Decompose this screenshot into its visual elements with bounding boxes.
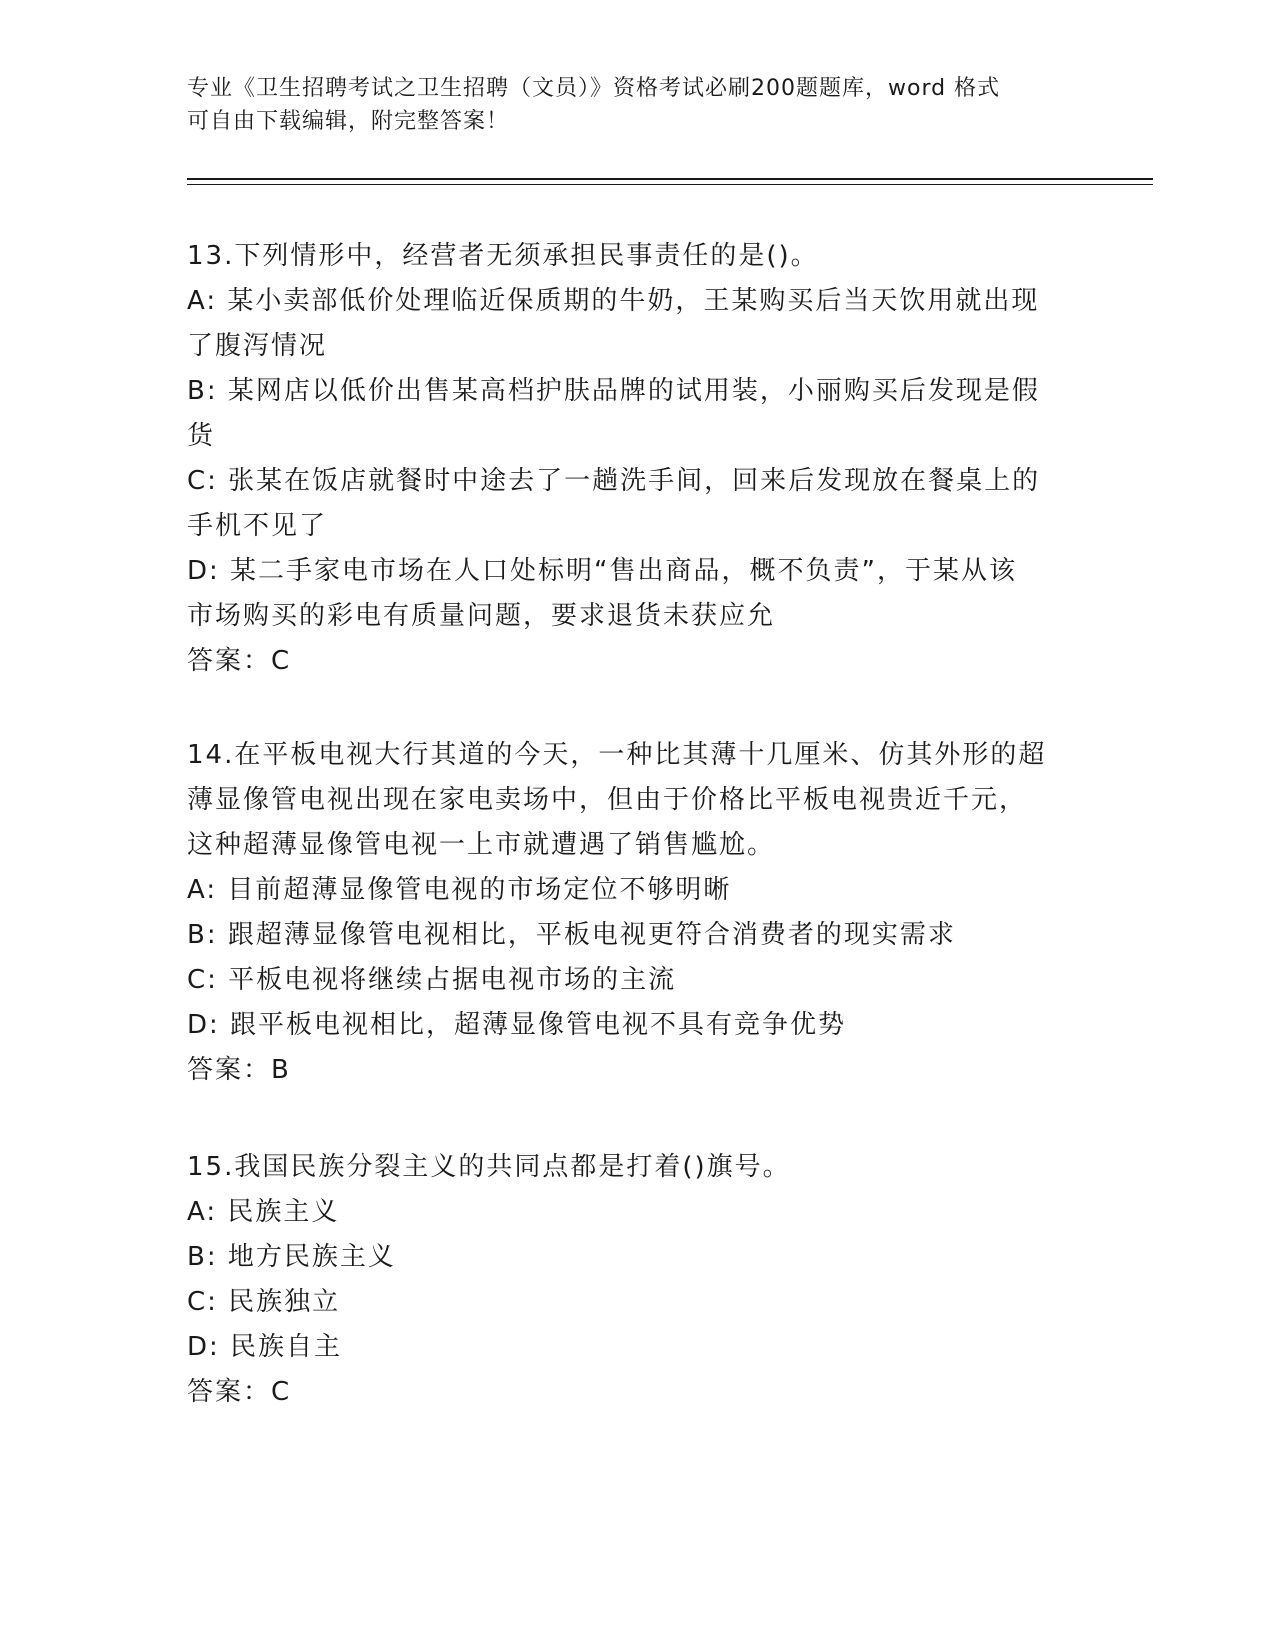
option-line: B: 某网店以低价出售某高档护肤品牌的试用装，小丽购买后发现是假: [187, 376, 1040, 406]
document-header: [187, 72, 1067, 138]
option-line: A: 某小卖部低价处理临近保质期的牛奶，王某购买后当天饮用就出现: [187, 286, 1040, 316]
question-stem: 15.我国民族分裂主义的共同点都是打着()旗号。: [187, 1152, 791, 1182]
question-14: [187, 733, 1067, 1093]
header-line-2: 可自由下载编辑，附完整答案！: [187, 109, 510, 134]
option-a: A: 目前超薄显像管电视的市场定位不够明晰: [187, 875, 732, 905]
option-line: 手机不见了: [187, 511, 328, 541]
question-stem: 14.在平板电视大行其道的今天，一种比其薄十几厘米、仿其外形的超: [187, 740, 1047, 770]
answer-label: 答案：B: [187, 1055, 291, 1085]
option-line: 了腹泻情况: [187, 331, 328, 361]
option-c: C: 民族独立: [187, 1287, 341, 1317]
option-line: 货: [187, 421, 216, 451]
question-stem: 薄显像管电视出现在家电卖场中，但由于价格比平板电视贵近千元，: [187, 785, 1028, 815]
answer-label: 答案：C: [187, 1377, 292, 1407]
header-line-1: 专业《卫生招聘考试之卫生招聘（文员）》资格考试必刷200题题库，word 格式: [187, 76, 1001, 101]
option-a: A: 民族主义: [187, 1197, 340, 1227]
option-line: D: 某二手家电市场在人口处标明“售出商品，概不负责”，于某从该: [187, 556, 1017, 586]
header-divider: [187, 178, 1153, 185]
option-d: D: 跟平板电视相比，超薄显像管电视不具有竞争优势: [187, 1010, 847, 1040]
answer-label: 答案：C: [187, 646, 292, 676]
question-15: [187, 1145, 1067, 1415]
option-c: [187, 459, 1067, 549]
option-a: [187, 279, 1067, 369]
option-b: [187, 369, 1067, 459]
option-line: C: 张某在饭店就餐时中途去了一趟洗手间，回来后发现放在餐桌上的: [187, 466, 1041, 496]
option-d: [187, 549, 1067, 639]
option-d: D: 民族自主: [187, 1332, 343, 1362]
question-stem: 13.下列情形中，经营者无须承担民事责任的是()。: [187, 241, 819, 271]
question-stem: 这种超薄显像管电视一上市就遭遇了销售尴尬。: [187, 830, 776, 860]
option-line: 市场购买的彩电有质量问题，要求退货未获应允: [187, 601, 776, 631]
option-c: C: 平板电视将继续占据电视市场的主流: [187, 965, 677, 995]
option-b: B: 跟超薄显像管电视相比，平板电视更符合消费者的现实需求: [187, 920, 956, 950]
option-b: B: 地方民族主义: [187, 1242, 396, 1272]
question-13: [187, 234, 1067, 684]
